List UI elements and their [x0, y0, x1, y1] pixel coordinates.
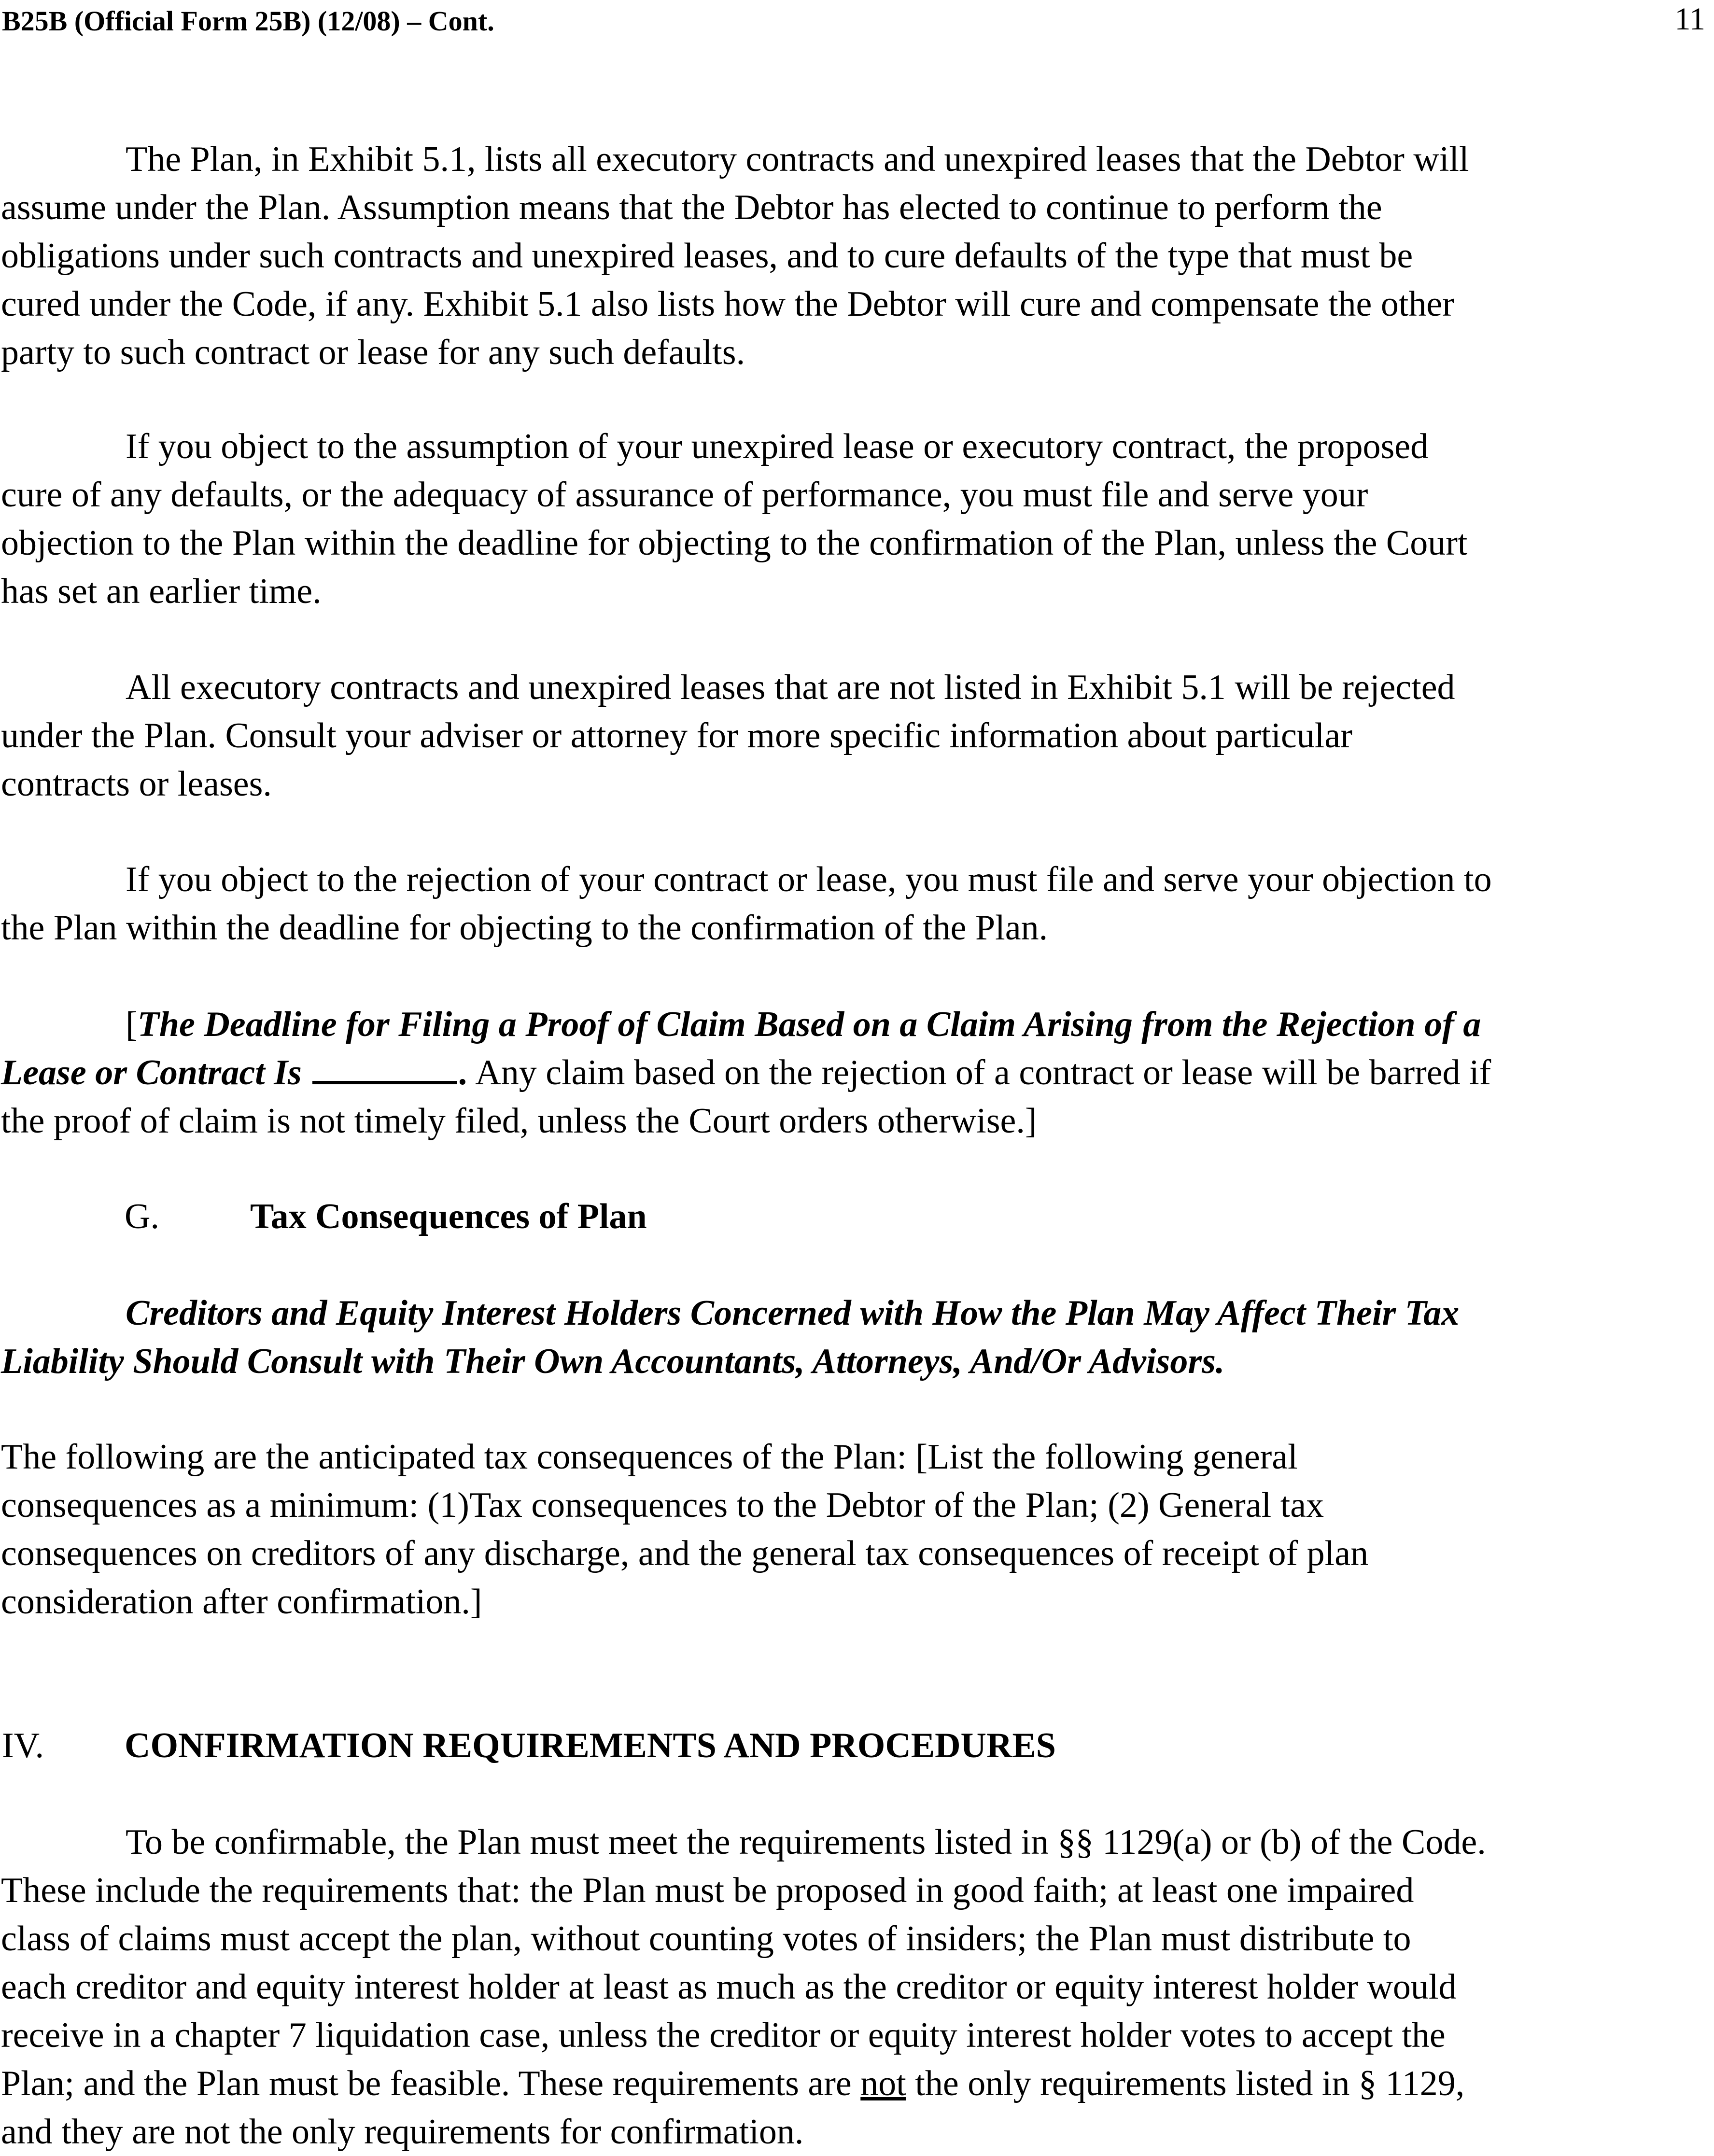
paragraph-line: under the Plan. Consult your adviser or attorney for more specific information about particular	[1, 716, 1352, 756]
tax-warning	[1, 1289, 1713, 1386]
paragraph-line: has set an earlier time.	[1, 572, 322, 611]
paragraph-line: If you object to the rejection of your contract or lease, you must file and serve your objection to	[126, 860, 1492, 899]
paragraph-line: obligations under such contracts and unexpired leases, and to cure defaults of the type that must be	[1, 236, 1413, 276]
paragraph-line: cured under the Code, if any. Exhibit 5.1 also lists how the Debtor will cure and compensate the other	[1, 284, 1454, 324]
paragraph-line: cure of any defaults, or the adequacy of assurance of performance, you must file and serve your	[1, 475, 1368, 515]
form-title: B25B (Official Form 25B) (12/08) – Cont.	[2, 5, 494, 37]
bracket-open: [	[126, 1005, 138, 1044]
paragraph-line: consequences as a minimum: (1)Tax consequences to the Debtor of the Plan; (2) General tax	[1, 1485, 1324, 1525]
paragraph-line	[1, 2059, 1713, 2108]
paragraph-rejected-leases	[1, 663, 1713, 808]
paragraph-line: the Plan within the deadline for objecting to the confirmation of the Plan.	[1, 908, 1048, 948]
paragraph-line: consequences on creditors of any discharge, and the general tax consequences of receipt of plan	[1, 1534, 1369, 1573]
paragraph-line: objection to the Plan within the deadline for objecting to the confirmation of the Plan, unless the Court	[1, 523, 1468, 563]
paragraph-line: contracts or leases.	[1, 764, 272, 804]
paragraph-line: All executory contracts and unexpired leases that are not listed in Exhibit 5.1 will be rejected	[126, 668, 1455, 707]
paragraph-line	[1, 1000, 1713, 1049]
paragraph-tax-consequences	[1, 1433, 1713, 1626]
section-iv-numeral: IV.	[2, 1726, 44, 1765]
paragraph-line: class of claims must accept the plan, without counting votes of insiders; the Plan must distribute to	[1, 1919, 1411, 1959]
paragraph-line	[1, 1049, 1713, 1097]
paragraph-line: party to such contract or lease for any such defaults.	[1, 333, 745, 372]
paragraph-line: receive in a chapter 7 liquidation case, unless the creditor or equity interest holder votes to accept the	[1, 2016, 1446, 2055]
paragraph-objection-assumption	[1, 422, 1713, 616]
paragraph-line: each creditor and equity interest holder at least as much as the creditor or equity interest holder would	[1, 1967, 1457, 2007]
underlined-not: not	[860, 2064, 906, 2103]
paragraph-executory-contracts	[1, 135, 1713, 377]
paragraph-line: consideration after confirmation.]	[1, 1582, 482, 1622]
paragraph-confirmation-requirements	[1, 1818, 1713, 2156]
tax-warning-line: Liability Should Consult with Their Own Accountants, Attorneys, And/Or Advisors.	[1, 1342, 1225, 1381]
line-segment: Plan; and the Plan must be feasible. These requirements are	[1, 2064, 861, 2103]
paragraph-objection-rejection	[1, 855, 1713, 952]
section-g-letter: G.	[125, 1197, 159, 1236]
paragraph-line: the proof of claim is not timely filed, unless the Court orders otherwise.]	[1, 1101, 1037, 1141]
paragraph-line: The following are the anticipated tax consequences of the Plan: [List the following general	[1, 1437, 1298, 1477]
tax-warning-line: Creditors and Equity Interest Holders Concerned with How the Plan May Affect Their Tax	[126, 1293, 1460, 1333]
line-segment: the only requirements listed in § 1129,	[906, 2064, 1465, 2103]
deadline-period: .	[459, 1053, 468, 1092]
page-number: 11	[1674, 1, 1705, 37]
paragraph-line: If you object to the assumption of your unexpired lease or executory contract, the proposed	[126, 427, 1429, 466]
paragraph-claim-deadline	[1, 1000, 1713, 1145]
deadline-title-italic: The Deadline for Filing a Proof of Claim Based on a Claim Arising from the Rejection of a	[137, 1005, 1481, 1044]
deadline-title-italic-cont: Lease or Contract Is	[1, 1053, 302, 1092]
section-iv-title: CONFIRMATION REQUIREMENTS AND PROCEDURES	[125, 1726, 1056, 1765]
deadline-text: Any claim based on the rejection of a contract or lease will be barred if	[468, 1053, 1491, 1092]
paragraph-line: and they are not the only requirements for confirmation.	[1, 2112, 804, 2152]
paragraph-line: These include the requirements that: the Plan must be proposed in good faith; at least one impaired	[1, 1871, 1414, 1910]
section-g-title: Tax Consequences of Plan	[250, 1197, 647, 1236]
paragraph-line: To be confirmable, the Plan must meet the requirements listed in §§ 1129(a) or (b) of the Code.	[126, 1822, 1486, 1862]
paragraph-line: assume under the Plan. Assumption means that the Debtor has elected to continue to perform the	[1, 188, 1382, 227]
paragraph-line: The Plan, in Exhibit 5.1, lists all executory contracts and unexpired leases that the Debtor will	[126, 140, 1469, 179]
deadline-blank	[312, 1076, 457, 1084]
